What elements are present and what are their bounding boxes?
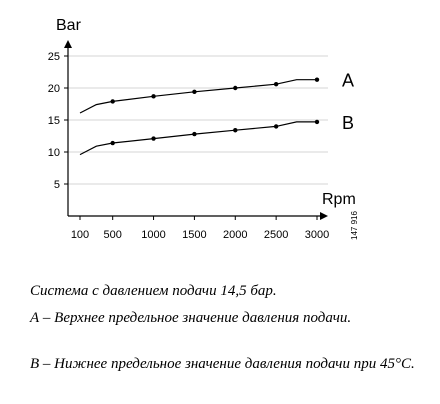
marker-B-3000 bbox=[315, 120, 319, 124]
series-line-A bbox=[80, 80, 317, 113]
marker-A-2500 bbox=[274, 82, 278, 86]
x-axis-arrow bbox=[320, 212, 328, 220]
series-lines bbox=[80, 71, 354, 155]
y-tick-label-15: 15 bbox=[47, 115, 60, 127]
x-tick-label-100: 100 bbox=[70, 229, 90, 241]
axes bbox=[64, 40, 328, 220]
y-tick-labels bbox=[48, 51, 60, 191]
marker-A-500 bbox=[110, 99, 114, 103]
caption-line-2: А – Верхнее предельное значение давления подачи. bbox=[30, 310, 352, 326]
marker-B-1500 bbox=[192, 132, 196, 136]
y-axis-title: Bar bbox=[56, 17, 81, 34]
y-axis-arrow bbox=[64, 40, 72, 48]
x-axis-title: Rpm bbox=[322, 191, 356, 208]
x-tick-labels bbox=[71, 229, 329, 241]
series-label-A: A bbox=[342, 70, 355, 91]
x-tick-label-1000: 1000 bbox=[141, 229, 166, 241]
y-tick-label-5: 5 bbox=[53, 179, 60, 191]
x-tick-label-3000: 3000 bbox=[304, 229, 330, 241]
marker-A-3000 bbox=[315, 77, 319, 81]
series-label-B: B bbox=[342, 112, 355, 133]
marker-B-500 bbox=[110, 141, 114, 145]
y-tick-label-10: 10 bbox=[47, 147, 60, 159]
x-tick-label-2000: 2000 bbox=[223, 229, 248, 241]
x-tick-label-1500: 1500 bbox=[182, 229, 207, 241]
marker-A-2000 bbox=[233, 86, 237, 90]
x-tick-label-2500: 2500 bbox=[263, 229, 289, 241]
figure-code: 147 916 bbox=[350, 211, 359, 240]
marker-B-2000 bbox=[233, 128, 237, 132]
x-tick-label-500: 500 bbox=[103, 229, 122, 241]
caption-line-3: B – Нижнее предельное значение давления подачи при 45°C. bbox=[30, 356, 415, 372]
y-tick-label-20: 20 bbox=[47, 83, 60, 95]
marker-A-1000 bbox=[151, 94, 155, 98]
caption-line-1: Система с давлением подачи 14,5 бар. bbox=[30, 283, 277, 299]
marker-A-1500 bbox=[192, 90, 196, 94]
gridlines bbox=[68, 56, 328, 184]
series-line-B bbox=[80, 122, 317, 155]
marker-B-1000 bbox=[151, 136, 155, 140]
y-tick-label-25: 25 bbox=[47, 51, 60, 63]
marker-B-2500 bbox=[274, 124, 278, 128]
